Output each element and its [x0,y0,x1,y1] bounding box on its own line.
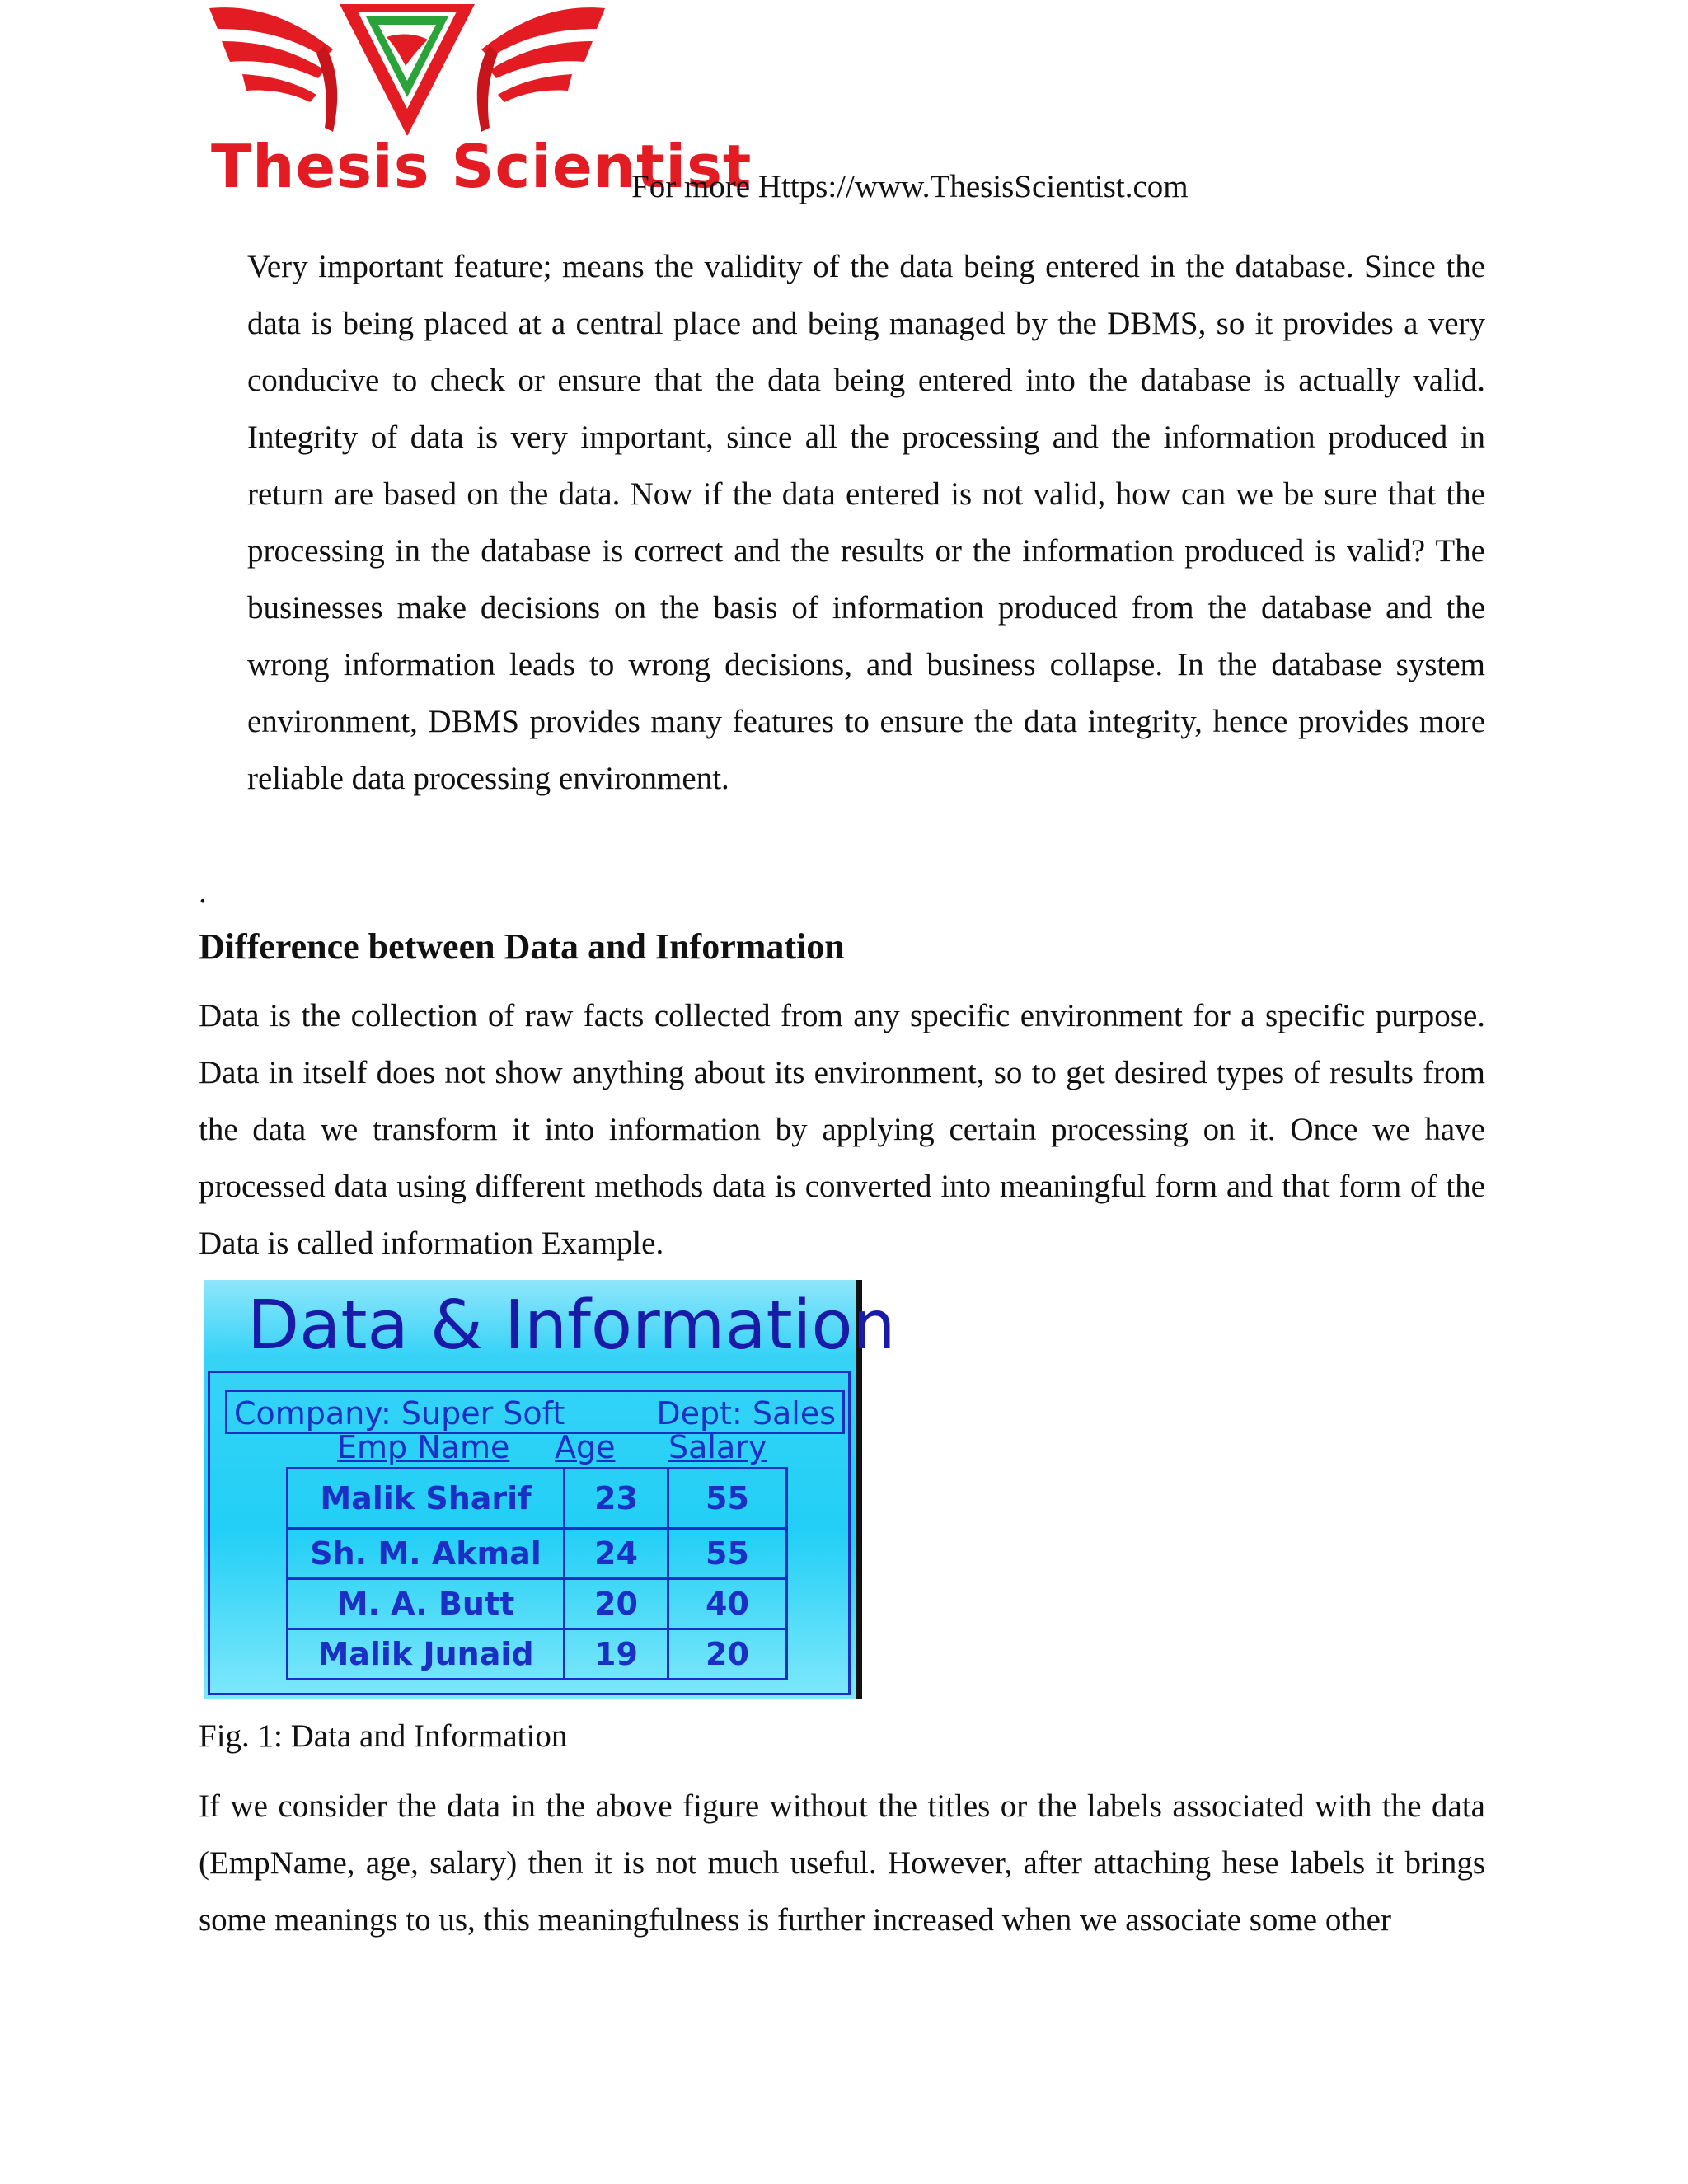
page-header [201,0,1273,214]
table-cell: Malik Junaid [288,1629,565,1680]
table-cell: 23 [565,1469,668,1529]
section-heading: Difference between Data and Information [199,926,845,967]
paragraph-integrity: Very important feature; means the validity of the data being entered in the database. Since the data is being placed at a central place and being managed by the DBMS, so it provides a very conducive to check or ensure that the data being entered into the database is actually valid. Integrity of data is very important, since all the processing and the information produced in return are based on the data. Now if the data entered is not valid, how can we be sure that the processing in the database is correct and the results or the information produced is valid? The businesses make decisions on the basis of information produced from the database and the wrong information leads to wrong decisions, and business collapse. In the database system environment, DBMS provides many features to ensure the data integrity, hence provides more reliable data processing environment. [247,249,1485,796]
figure-company-box [225,1390,845,1434]
logo-wordmark: Thesis Scientist [211,132,753,201]
figure-company: Company: Super Soft [234,1395,565,1432]
stray-dot: . [199,874,207,910]
figure-table [286,1467,788,1680]
table-cell: 20 [668,1629,787,1680]
paragraph-labels: If we consider the data in the above figure without the titles or the labels associated with the data (EmpName, age, salary) then it is not much useful. However, after attaching hese labels it brings some meanings to us, this meaningfulness is further increased when we associate some other [199,1788,1485,1938]
table-cell: 55 [668,1529,787,1579]
figure-col-age: Age [555,1429,616,1465]
table-row [288,1579,787,1629]
table-cell: M. A. Butt [288,1579,565,1629]
table-cell: Malik Sharif [288,1469,565,1529]
figure-col-salary: Salary [668,1429,767,1465]
data-information-figure [204,1280,896,1699]
table-cell: 40 [668,1579,787,1629]
table-cell: 20 [565,1579,668,1629]
figure-caption: Fig. 1: Data and Information [199,1718,568,1754]
figure-dept: Dept: Sales [656,1395,836,1432]
table-row [288,1529,787,1579]
header-website-link[interactable]: For more Https://www.ThesisScientist.com [631,169,1189,204]
table-row [288,1629,787,1680]
table-cell: 55 [668,1469,787,1529]
table-cell: 24 [565,1529,668,1579]
table-cell: 19 [565,1629,668,1680]
table-cell: Sh. M. Akmal [288,1529,565,1579]
figure-title: Data & Information [247,1286,896,1365]
thesis-scientist-logo-icon [201,0,613,144]
paragraph-data-definition: Data is the collection of raw facts collected from any specific environment for a specific purpose. Data in itself does not show anything about its environment, so to get desired types of results from the data we transform it into information by applying certain processing on it. Once we have processed data using different methods data is converted into meaningful form and that form of the Data is called information Example. [199,998,1485,1261]
figure-col-emp-name: Emp Name [337,1429,510,1465]
figure-panel [208,1371,851,1695]
table-row [288,1469,787,1529]
